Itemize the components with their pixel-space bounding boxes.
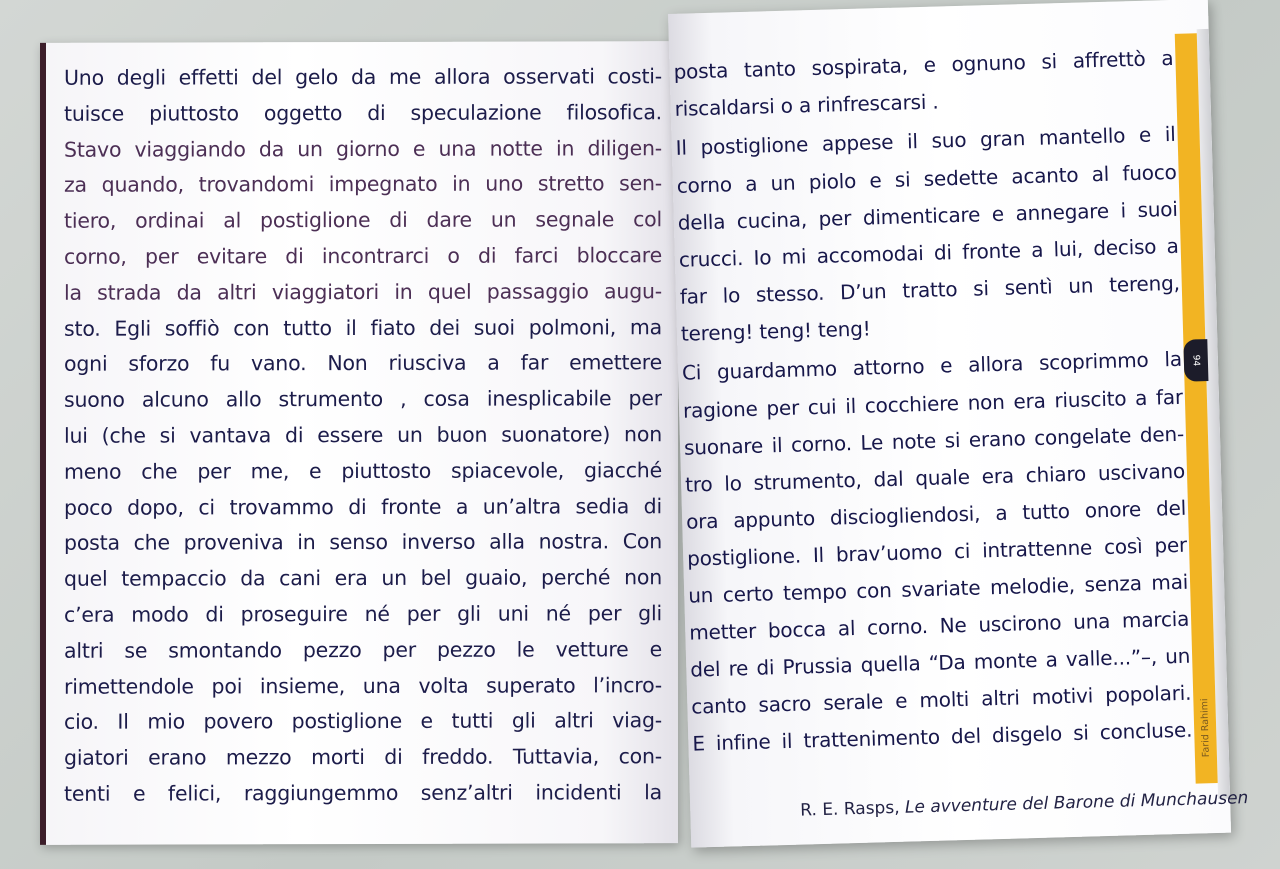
left-line: meno che per me, e piuttosto spiacevole, giacché <box>64 457 662 484</box>
left-line: suono alcuno allo strumento , cosa inesplicabile per <box>64 386 662 412</box>
right-line: del re di Prussia quella “Da monte a valle...”–, un <box>689 643 1191 682</box>
left-line: tiero, ordinai al postiglione di dare un segnale col <box>64 207 662 233</box>
right-page-text <box>673 40 1193 763</box>
left-line: Uno degli effetti del gelo da me allora osservati costi- <box>64 64 662 90</box>
right-line: tro lo strumento, dal quale era chiaro uscivano <box>684 458 1186 497</box>
page-number: 94 <box>1190 354 1202 367</box>
left-line: ogni sforzo fu vano. Non riusciva a far emettere <box>64 350 662 377</box>
right-line: ragione per cui il cocchiere non era riuscito a far <box>682 384 1184 423</box>
left-line: la strada da altri viaggiatori in quel passaggio augu- <box>64 278 662 305</box>
right-line: della cucina, per dimenticare e annegare i suoi <box>677 196 1178 235</box>
vertical-author <box>1196 687 1214 767</box>
left-line: za quando, trovandomi impegnato in uno stretto sen- <box>64 171 662 198</box>
right-line: tereng! teng! teng! <box>680 316 871 346</box>
attribution <box>800 788 1249 821</box>
right-line: canto sacro serale e molti altri motivi popolari. <box>691 680 1192 719</box>
right-line: Ci guardammo attorno e allora scoprimmo la <box>681 346 1183 385</box>
left-line: rimettendole poi insieme, una volta superato l’incro- <box>64 672 662 699</box>
right-line: riscaldarsi o a rinfrescarsi . <box>674 89 939 121</box>
left-line: corno, per evitare di incontrarci o di farci bloccare <box>64 243 662 269</box>
left-line: c’era modo di proseguire né per gli uni né per gli <box>64 601 662 627</box>
left-line: cio. Il mio povero postiglione e tutti gli altri viag- <box>64 708 662 735</box>
left-line: quel tempaccio da cani era un bel guaio, perché non <box>64 565 662 591</box>
left-line: poco dopo, ci trovammo di fronte a un’altra sedia di <box>64 493 662 520</box>
left-line: tuisce piuttosto oggetto di speculazione filosofica. <box>64 100 662 126</box>
left-line: giatori erano mezzo morti di freddo. Tuttavia, con- <box>64 744 662 770</box>
left-line: sto. Egli soffiò con tutto il fiato dei suoi polmoni, ma <box>64 314 662 341</box>
left-line: lui (che si vantava di essere un buon suonatore) non <box>64 422 662 448</box>
left-page-text <box>64 59 662 812</box>
left-line: altri se smontando pezzo per pezzo le vetture e <box>64 636 662 663</box>
attribution-author: R. E. Rasps, <box>800 797 906 821</box>
right-line: E infine il trattenimento del disgelo si concluse. <box>692 717 1193 756</box>
right-line: ora appunto disciogliendosi, a tutto onore del <box>685 495 1187 534</box>
attribution-title: Le avventure del Barone di Munchausen <box>904 788 1249 818</box>
right-page <box>668 0 1249 848</box>
right-line: un certo tempo con svariate melodie, senza mai <box>687 569 1189 608</box>
left-page <box>40 41 678 845</box>
left-line: tenti e felici, raggiungemmo senz’altri incidenti la <box>64 780 662 806</box>
right-line: suonare il corno. Le note si erano congelate den- <box>683 421 1185 460</box>
right-line: far lo stesso. D’un tratto si sentì un tereng, <box>679 270 1181 309</box>
left-line: posta che proveniva in senso inverso alla nostra. Con <box>64 529 662 556</box>
left-line: Stavo viaggiando da un giorno e una notte in diligen- <box>64 135 662 162</box>
right-line: postiglione. Il brav’uomo ci intrattenne così per <box>686 532 1188 571</box>
right-line: metter bocca al corno. Ne uscirono una marcia <box>688 606 1190 645</box>
right-line: crucci. Io mi accomodai di fronte a lui, deciso a <box>678 233 1180 272</box>
right-line: posta tanto sospirata, e ognuno si affrettò a <box>673 45 1174 84</box>
vertical-author-label: Farid Rahimi <box>1198 697 1212 757</box>
right-line: corno a un piolo e si sedette acanto al fuoco <box>676 159 1177 198</box>
right-line: Il postiglione appese il suo gran mantello e il <box>675 121 1176 160</box>
page-number-tab <box>1183 339 1208 382</box>
